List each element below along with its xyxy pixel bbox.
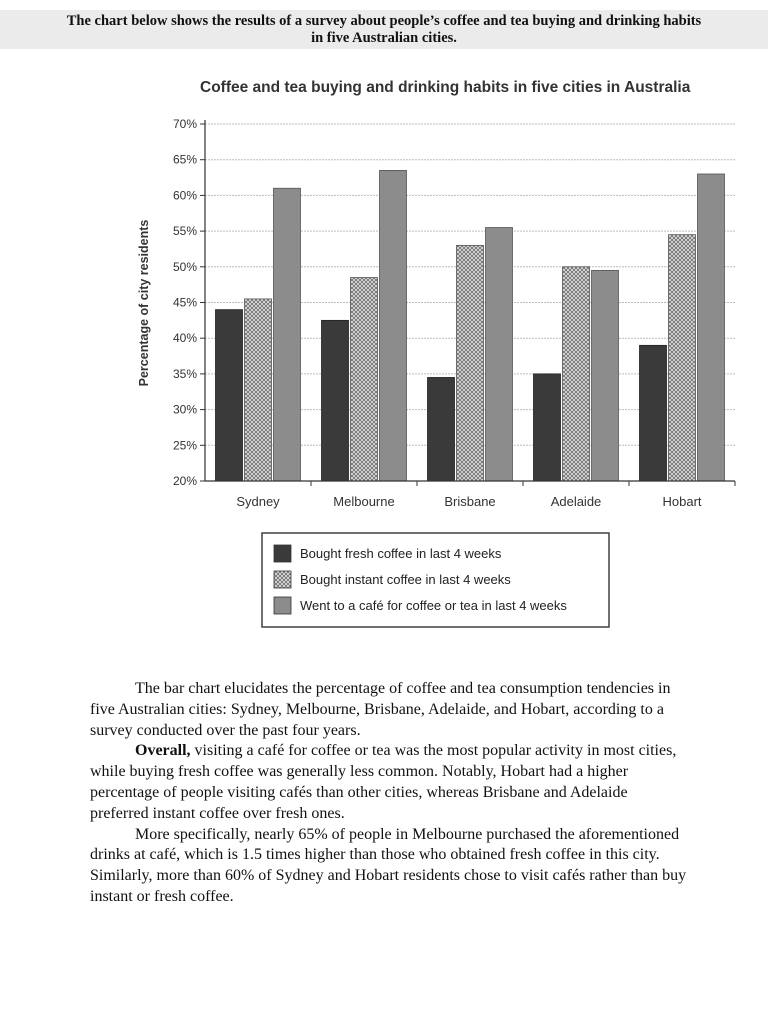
x-tick-label: Adelaide xyxy=(550,494,602,509)
y-tick-label: 30% xyxy=(172,402,197,417)
y-tick-label: 50% xyxy=(172,259,197,274)
essay-paragraph-2 xyxy=(90,741,690,824)
y-tick-label: 20% xyxy=(172,474,197,488)
bar-instant-coffee xyxy=(351,278,378,481)
y-axis-label: Percentage of city residents xyxy=(137,219,151,387)
bar-instant-coffee xyxy=(669,235,696,481)
bar-cafe xyxy=(486,228,513,481)
essay-paragraph-3: More specifically, nearly 65% of people in Melbourne purchased the aforementioned drinks at café, which is 1.5 times higher than those who obtained fresh coffee in this city. Similarly, more than 60% of Sydney and Hobart residents chose to visit cafés rather than buy instant or fresh coffee. xyxy=(90,825,687,905)
x-tick-label: Hobart xyxy=(662,494,702,509)
x-tick-label: Sydney xyxy=(236,494,280,509)
essay-paragraph-1: The bar chart elucidates the percentage of coffee and tea consumption tendencies in five Australian cities: Sydney, Melbourne, Brisbane, Adelaide, and Hobart, according to a survey conducted over the past four years. xyxy=(90,680,671,739)
task-prompt xyxy=(0,10,768,49)
legend-label: Went to a café for coffee or tea in last 4 weeks xyxy=(300,598,567,613)
y-tick-label: 60% xyxy=(172,188,197,203)
essay-paragraph-2-text: visiting a café for coffee or tea was the most popular activity in most cities, while buying fresh coffee was generally less common. Notably, Hobart had a higher percentage of people visiting cafés than other cities, whereas Brisbane and Adelaide preferred instant coffee over fresh ones. xyxy=(90,742,677,822)
bar-cafe xyxy=(698,174,725,481)
chart-title: Coffee and tea buying and drinking habits in five cities in Australia xyxy=(200,79,691,96)
task-prompt-line-1: The chart below shows the results of a survey about people’s coffee and tea buying and drinking habits xyxy=(66,13,702,29)
y-tick-label: 70% xyxy=(172,117,197,131)
essay-overall-lead: Overall, xyxy=(135,742,191,760)
bar-chart xyxy=(130,70,745,635)
bar-fresh-coffee xyxy=(534,374,561,481)
y-tick-label: 40% xyxy=(172,331,197,346)
y-tick-label: 55% xyxy=(172,224,197,239)
legend-label: Bought fresh coffee in last 4 weeks xyxy=(300,546,502,561)
bar-fresh-coffee xyxy=(428,377,455,481)
x-tick-label: Brisbane xyxy=(444,494,496,509)
task-prompt-line-2: in five Australian cities. xyxy=(311,30,457,46)
legend-swatch xyxy=(274,545,291,562)
essay xyxy=(90,679,690,908)
bar-fresh-coffee xyxy=(322,320,349,481)
bar-cafe xyxy=(592,270,619,481)
y-tick-label: 65% xyxy=(172,152,197,167)
bar-instant-coffee xyxy=(563,267,590,481)
legend-swatch xyxy=(274,571,291,588)
y-tick-label: 35% xyxy=(172,366,197,381)
bar-cafe xyxy=(380,170,407,481)
bar-fresh-coffee xyxy=(640,345,667,481)
legend-label: Bought instant coffee in last 4 weeks xyxy=(300,572,511,587)
x-tick-label: Melbourne xyxy=(333,494,395,509)
y-tick-label: 45% xyxy=(172,295,197,310)
bar-cafe xyxy=(274,188,301,481)
bar-instant-coffee xyxy=(457,245,484,481)
y-tick-label: 25% xyxy=(172,438,197,453)
bar-instant-coffee xyxy=(245,299,272,481)
legend-swatch xyxy=(274,597,291,614)
bar-fresh-coffee xyxy=(216,310,243,481)
